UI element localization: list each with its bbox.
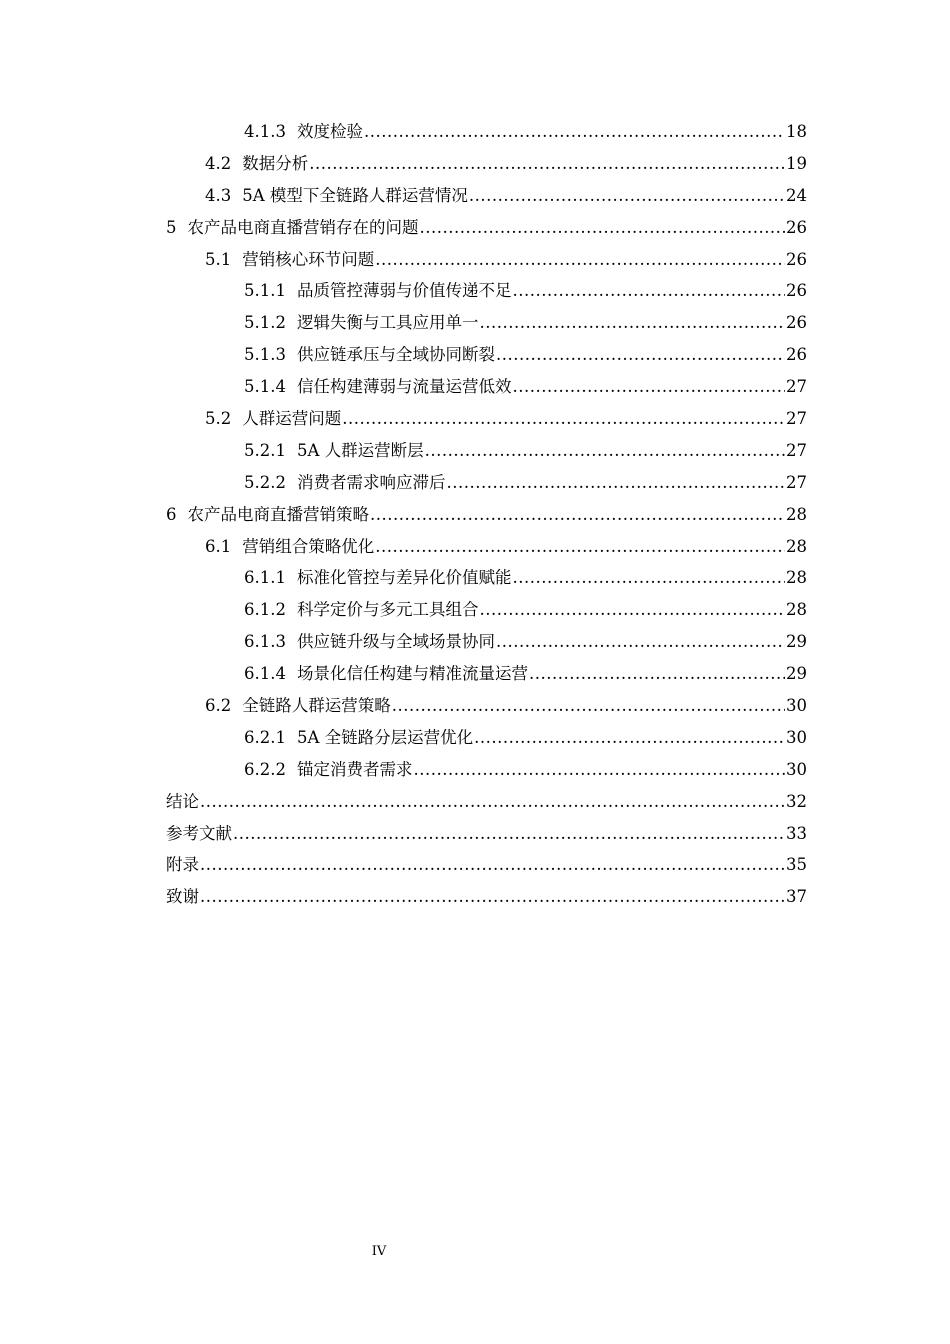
toc-dot-leader (474, 722, 785, 754)
toc-entry-title: 参考文献 (166, 823, 232, 843)
toc-entry[interactable] (166, 722, 807, 754)
toc-entry-page: 27 (786, 377, 807, 397)
toc-dot-leader (375, 244, 785, 276)
toc-dot-leader (392, 690, 785, 722)
toc-entry-number: 6.2.2 (244, 759, 286, 779)
toc-entry-page: 28 (786, 568, 807, 588)
toc-entry-page: 28 (786, 504, 807, 524)
toc-entry[interactable] (166, 148, 807, 180)
toc-entry[interactable] (166, 371, 807, 403)
toc-entry-page: 28 (786, 536, 807, 556)
toc-entry-number: 4.1.3 (244, 122, 286, 141)
toc-entry[interactable] (166, 562, 807, 594)
toc-dot-leader (200, 881, 785, 913)
toc-entry-title: 数据分析 (242, 153, 309, 173)
toc-entry[interactable] (166, 212, 807, 244)
toc-entry[interactable] (166, 403, 807, 435)
toc-entry-page: 26 (786, 281, 807, 301)
toc-entry-title: 营销组合策略优化 (242, 536, 375, 556)
toc-dot-leader (200, 786, 785, 818)
toc-dot-leader (496, 339, 785, 371)
toc-entry-number: 5.1 (205, 249, 232, 269)
toc-entry-title: 场景化信任构建与精准流量运营 (296, 664, 528, 684)
toc-entry[interactable] (166, 594, 807, 626)
toc-entry-number: 5.1.3 (244, 345, 286, 365)
toc-entry[interactable] (166, 180, 807, 212)
toc-entry-number: 6.1.3 (244, 632, 286, 652)
toc-entry[interactable] (166, 244, 807, 276)
toc-dot-leader (425, 435, 785, 467)
toc-entry[interactable] (166, 275, 807, 307)
toc-entry-title: 信任构建薄弱与流量运营低效 (296, 377, 512, 397)
toc-entry-number: 6 (166, 504, 177, 524)
toc-entry[interactable] (166, 658, 807, 690)
toc-entry-page: 32 (786, 791, 807, 811)
toc-entry-page: 19 (786, 153, 807, 173)
toc-dot-leader (200, 849, 785, 881)
toc-entry-title: 5A 模型下全链路人群运营情况 (242, 185, 468, 205)
toc-entry[interactable] (166, 690, 807, 722)
toc-entry-title: 农产品电商直播营销策略 (187, 504, 369, 524)
toc-entry-page: 24 (786, 185, 807, 205)
toc-entry-page: 35 (786, 855, 807, 875)
toc-entry-number: 5.1.2 (244, 313, 286, 333)
toc-dot-leader (309, 148, 785, 180)
toc-dot-leader (512, 275, 785, 307)
toc-entry-title: 5A 人群运营断层 (296, 440, 424, 460)
toc-entry-page: 30 (786, 696, 807, 716)
toc-entry-title: 结论 (166, 791, 199, 811)
toc-dot-leader (496, 626, 785, 658)
toc-entry-page: 37 (786, 887, 807, 907)
toc-entry-page: 29 (786, 664, 807, 684)
toc-entry-page: 27 (786, 409, 807, 429)
toc-entry-number: 4.2 (205, 153, 232, 173)
toc-dot-leader (420, 212, 786, 244)
table-of-contents (166, 116, 807, 913)
toc-entry-number: 6.1.1 (244, 568, 286, 588)
toc-entry-number: 5 (166, 217, 177, 237)
toc-entry[interactable] (166, 849, 807, 881)
toc-entry[interactable] (166, 786, 807, 818)
toc-entry-number: 5.2.1 (244, 440, 286, 460)
toc-entry[interactable] (166, 435, 807, 467)
toc-entry-title: 全链路人群运营策略 (242, 696, 391, 716)
toc-entry[interactable] (166, 818, 807, 850)
toc-entry-number: 5.1.4 (244, 377, 286, 397)
toc-entry[interactable] (166, 307, 807, 339)
toc-entry-number: 6.2 (205, 696, 232, 716)
toc-entry-number: 5.2 (205, 409, 232, 429)
toc-entry-title: 5A 全链路分层运营优化 (296, 727, 474, 747)
toc-entry-title: 效度检验 (296, 122, 363, 141)
toc-entry-title: 致谢 (166, 887, 199, 907)
toc-entry-title: 附录 (166, 855, 199, 875)
toc-entry-title: 农产品电商直播营销存在的问题 (187, 217, 419, 237)
toc-entry-title: 锚定消费者需求 (296, 759, 413, 779)
toc-dot-leader (413, 754, 785, 786)
toc-dot-leader (370, 499, 785, 531)
toc-entry-page: 27 (786, 472, 807, 492)
toc-entry-number: 6.1.2 (244, 600, 286, 620)
toc-entry-page: 28 (786, 600, 807, 620)
toc-entry-page: 29 (786, 632, 807, 652)
toc-dot-leader (469, 180, 785, 212)
toc-entry-number: 5.1.1 (244, 281, 286, 301)
toc-entry-page: 26 (786, 249, 807, 269)
toc-entry-page: 26 (786, 217, 807, 237)
toc-dot-leader (512, 371, 785, 403)
toc-entry-page: 27 (786, 440, 807, 460)
toc-entry-title: 逻辑失衡与工具应用单一 (296, 313, 479, 333)
toc-entry-number: 4.3 (205, 185, 232, 205)
toc-dot-leader (375, 531, 785, 563)
toc-entry-page: 30 (786, 759, 807, 779)
toc-entry-title: 供应链承压与全域协同断裂 (296, 345, 495, 365)
toc-entry[interactable] (166, 754, 807, 786)
toc-entry[interactable] (166, 626, 807, 658)
toc-entry-page: 33 (786, 823, 807, 843)
toc-entry[interactable] (166, 531, 807, 563)
toc-entry-page: 18 (786, 122, 807, 141)
toc-dot-leader (529, 658, 785, 690)
toc-entry-title: 人群运营问题 (242, 409, 342, 429)
toc-entry-page: 26 (786, 313, 807, 333)
toc-entry[interactable] (166, 499, 807, 531)
toc-dot-leader (233, 818, 785, 850)
toc-dot-leader (512, 562, 785, 594)
toc-entry[interactable] (166, 467, 807, 499)
toc-dot-leader (479, 307, 785, 339)
toc-entry[interactable] (166, 339, 807, 371)
toc-entry-page: 26 (786, 345, 807, 365)
toc-entry-number: 6.1 (205, 536, 232, 556)
toc-dot-leader (342, 403, 785, 435)
toc-entry[interactable] (166, 116, 807, 148)
toc-dot-leader (446, 467, 785, 499)
toc-entry-title: 消费者需求响应滞后 (296, 472, 446, 492)
toc-entry-title: 供应链升级与全域场景协同 (296, 632, 495, 652)
toc-entry-number: 5.2.2 (244, 472, 286, 492)
toc-entry-number: 6.2.1 (244, 727, 286, 747)
toc-entry[interactable] (166, 881, 807, 913)
toc-entry-page: 30 (786, 727, 807, 747)
toc-entry-title: 品质管控薄弱与价值传递不足 (296, 281, 512, 301)
toc-entry-title: 科学定价与多元工具组合 (296, 600, 479, 620)
toc-entry-number: 6.1.4 (244, 664, 286, 684)
page-footer-number: IV (371, 1244, 387, 1259)
toc-entry-title: 营销核心环节问题 (242, 249, 375, 269)
toc-entry-title: 标准化管控与差异化价值赋能 (296, 568, 512, 588)
toc-dot-leader (479, 594, 785, 626)
toc-dot-leader (364, 116, 785, 148)
